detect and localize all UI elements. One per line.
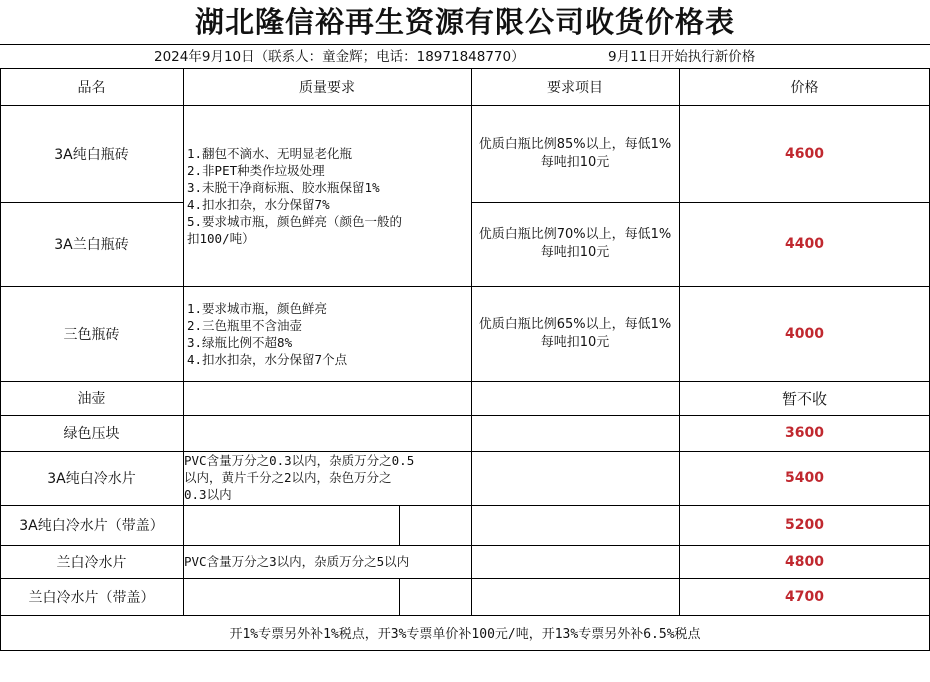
row-price-3a-white-flakes: 5400 xyxy=(785,470,824,486)
quality-line: 3.绿瓶比例不超8% xyxy=(187,334,293,350)
row-price-green-bale: 3600 xyxy=(785,425,824,441)
quality-line: 扣100/吨） xyxy=(187,230,255,246)
quality-line: 2.三色瓶里不含油壶 xyxy=(187,317,303,333)
row-price-3a-white-flakes-with-caps: 5200 xyxy=(785,517,824,533)
header-quality: 质量要求 xyxy=(299,79,355,96)
row-name-3a-white-flakes-with-caps: 3A纯白冷水片（带盖） xyxy=(19,518,164,534)
row-price-blue-white-flakes-with-caps: 4700 xyxy=(785,588,824,605)
row-name-3a-white-brick: 3A纯白瓶砖 xyxy=(54,146,129,163)
row-name-oil-jug: 油壶 xyxy=(77,391,106,407)
quality-line: 3.未脱干净商标瓶、胶水瓶保留1% xyxy=(187,179,380,195)
row-price-blue-white-flakes: 4800 xyxy=(785,553,824,570)
quality-line: 2.非PET种类作垃圾处理 xyxy=(187,162,325,178)
quality-bottle-bricks xyxy=(183,105,471,286)
quality-blue-flakes: PVC含量万分之3以内，杂质万分之5以内 xyxy=(184,554,410,569)
row-name-tricolor-brick: 三色瓶砖 xyxy=(63,326,120,343)
tax-note: 开1%专票另外补1%税点，开3%专票单价补100元/吨，开13%专票另外补6.5%税点 xyxy=(229,627,701,642)
row-name-blue-white-flakes-with-caps: 兰白冷水片（带盖） xyxy=(28,589,155,606)
quality-line: 5.要求城市瓶，颜色鲜亮（颜色一般的 xyxy=(187,213,403,229)
row-item-tricolor-brick: 优质白瓶比例65%以上，每低1%每吨扣10元 xyxy=(478,316,672,350)
row-price-tricolor-brick: 4000 xyxy=(785,325,824,342)
quality-line: 4.扣水扣杂，水分保留7% xyxy=(187,196,330,212)
quality-line: 1.要求城市瓶，颜色鲜亮 xyxy=(187,300,328,316)
quality-line: PVC含量万分之0.3以内，杂质万分之0.5 xyxy=(184,453,415,468)
row-name-3a-blue-white-brick: 3A兰白瓶砖 xyxy=(54,237,129,253)
quality-white-flakes xyxy=(183,451,471,505)
row-name-blue-white-flakes: 兰白冷水片 xyxy=(56,554,127,571)
page-title: 湖北隆信裕再生资源有限公司收货价格表 xyxy=(194,5,735,39)
header-price: 价格 xyxy=(790,79,819,96)
row-price-3a-white-brick: 4600 xyxy=(785,145,824,162)
quality-line: 以内，黄片千分之2以内，杂色万分之 xyxy=(184,470,392,485)
quality-line: 4.扣水扣杂，水分保留7个点 xyxy=(187,351,348,367)
quality-three-color xyxy=(183,286,471,381)
date-contact-line: 2024年9月10日（联系人：童金辉；电话：18971848770） xyxy=(154,49,525,65)
row-item-3a-blue-white-brick: 优质白瓶比例70%以上，每低1%每吨扣10元 xyxy=(478,227,672,260)
quality-line: 1.翻包不滴水、无明显老化瓶 xyxy=(187,145,353,161)
row-price-3a-blue-white-brick: 4400 xyxy=(785,236,824,252)
row-price-oil-jug: 暂不收 xyxy=(781,389,827,408)
row-name-green-bale: 绿色压块 xyxy=(63,426,120,442)
header-items: 要求项目 xyxy=(547,79,603,96)
row-name-3a-white-flakes: 3A纯白冷水片 xyxy=(47,471,136,487)
header-name: 品名 xyxy=(77,79,106,96)
effective-date-note: 9月11日开始执行新价格 xyxy=(608,49,756,65)
row-item-3a-white-brick: 优质白瓶比例85%以上，每低1%每吨扣10元 xyxy=(478,136,672,170)
quality-line: 0.3以内 xyxy=(184,487,232,502)
